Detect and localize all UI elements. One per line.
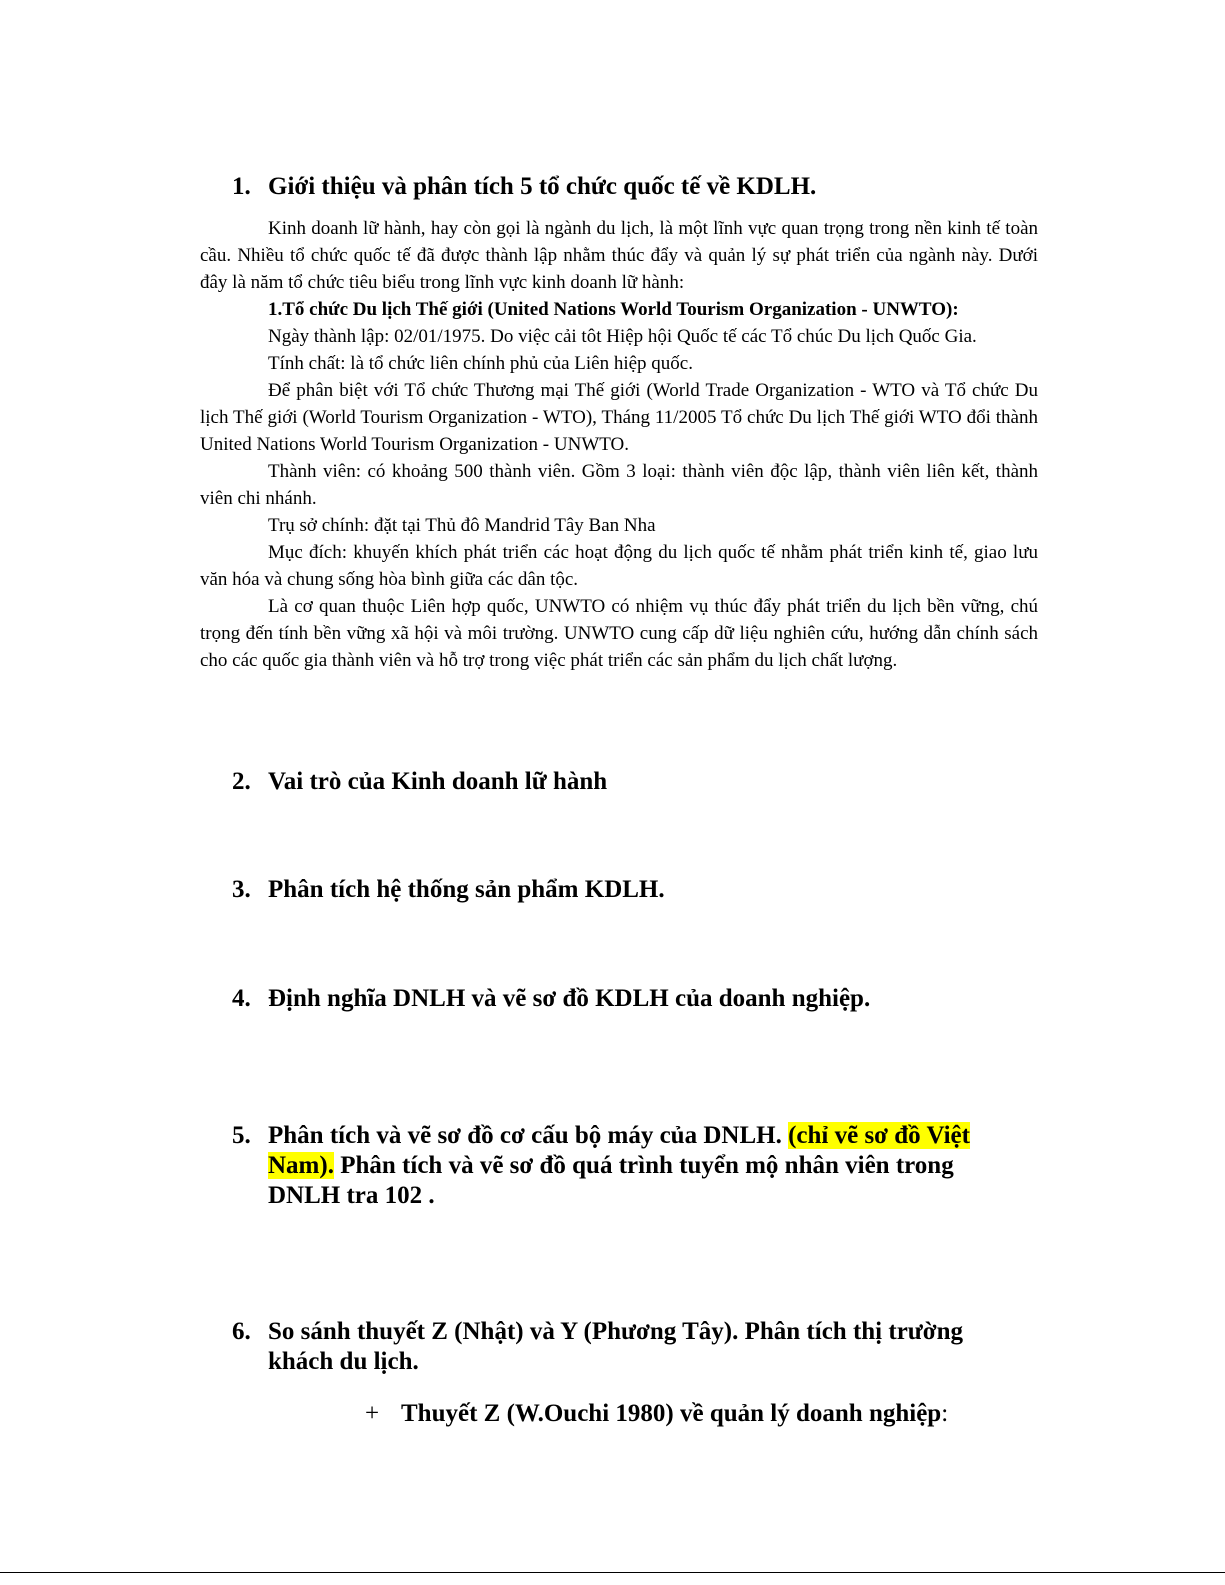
paragraph-role: Là cơ quan thuộc Liên hợp quốc, UNWTO có nhiệm vụ thúc đẩy phát triển du lịch bền vững, chú trọng đến tính bền vững xã hội và môi trường. UNWTO cung cấp dữ liệu nghiên cứu, hướng dẫn chính sách cho các quốc gia thành viên và hỗ trợ trong việc phát triển các sản phẩm du lịch chất lượng.: [200, 596, 1038, 671]
section-number: 4.: [232, 985, 251, 1012]
paragraph-members: Thành viên: có khoảng 500 thành viên. Gồm 3 loại: thành viên độc lập, thành viên liên kết, thành viên chi nhánh.: [200, 461, 1038, 509]
section-heading-6: [232, 1317, 1002, 1377]
paragraph-name-change: Để phân biệt với Tổ chức Thương mại Thế giới (World Trade Organization - WTO và Tổ chức Du lịch Thế giới (World Tourism Organization - WTO), Tháng 11/2005 Tổ chức Du lịch Thế giới WTO đổi thành United Nations World Tourism Organization - UNWTO.: [200, 380, 1038, 455]
section-heading-1: [232, 172, 1022, 202]
paragraph-org-title: 1.Tổ chức Du lịch Thế giới (United Nations World Tourism Organization - UNWTO):: [268, 299, 959, 320]
section-heading-4: [232, 984, 1022, 1014]
section-title: Vai trò của Kinh doanh lữ hành: [268, 768, 608, 795]
paragraph-intro: Kinh doanh lữ hành, hay còn gọi là ngành du lịch, là một lĩnh vực quan trọng trong nền kinh tế toàn cầu. Nhiều tổ chức quốc tế đã được thành lập nhằm thúc đẩy và quản lý sự phát triển của ngành này. Dưới đây là năm tổ chức tiêu biểu trong lĩnh vực kinh doanh lữ hành:: [200, 218, 1038, 293]
section-title: Giới thiệu và phân tích 5 tổ chức quốc tế về KDLH.: [268, 173, 817, 200]
section-number: 2.: [232, 768, 251, 795]
section-number: 3.: [232, 876, 251, 903]
section-heading-5: [232, 1121, 1002, 1211]
section-title-part-a: Phân tích và vẽ sơ đồ cơ cấu bộ máy của DNLH.: [268, 1122, 789, 1149]
section-title: Phân tích hệ thống sản phẩm KDLH.: [268, 876, 665, 903]
paragraph-nature: Tính chất: là tổ chức liên chính phủ của Liên hiệp quốc.: [268, 353, 693, 374]
section-heading-3: [232, 875, 1022, 905]
section-number: 1.: [232, 173, 251, 200]
highlighted-note: (chỉ vẽ sơ đồ Việt Nam).: [268, 1122, 970, 1179]
plus-bullet-icon: +: [365, 1400, 380, 1427]
section-number: 6.: [232, 1318, 251, 1345]
section-title: [268, 1121, 1002, 1211]
section-title: Định nghĩa DNLH và vẽ sơ đồ KDLH của doanh nghiệp.: [268, 985, 871, 1012]
paragraph-founding: Ngày thành lập: 02/01/1975. Do việc cải tôt Hiệp hội Quốc tế các Tổ chúc Du lịch Quốc Gia.: [268, 326, 977, 347]
section-title: So sánh thuyết Z (Nhật) và Y (Phương Tây). Phân tích thị trường khách du lịch.: [268, 1318, 964, 1375]
paragraph-headquarters: Trụ sở chính: đặt tại Thủ đô Mandrid Tây Ban Nha: [268, 515, 656, 536]
bullet-text-wrapper: [401, 1399, 1065, 1429]
section-title-part-b: Phân tích và vẽ sơ đồ quá trình tuyển mộ nhân viên trong DNLH tra 102 .: [268, 1152, 954, 1209]
bullet-colon: :: [941, 1400, 949, 1427]
section-heading-2: [232, 767, 1022, 797]
page-bottom-border: [0, 1572, 1225, 1573]
paragraph-purpose: Mục đích: khuyến khích phát triển các hoạt động du lịch quốc tế nhằm phát triển kinh tế, giao lưu văn hóa và chung sống hòa bình giữa các dân tộc.: [200, 542, 1038, 590]
section-number: 5.: [232, 1122, 251, 1149]
bullet-text: Thuyết Z (W.Ouchi 1980) về quản lý doanh nghiệp: [401, 1400, 942, 1427]
bullet-item-theory-z: [365, 1399, 1065, 1429]
